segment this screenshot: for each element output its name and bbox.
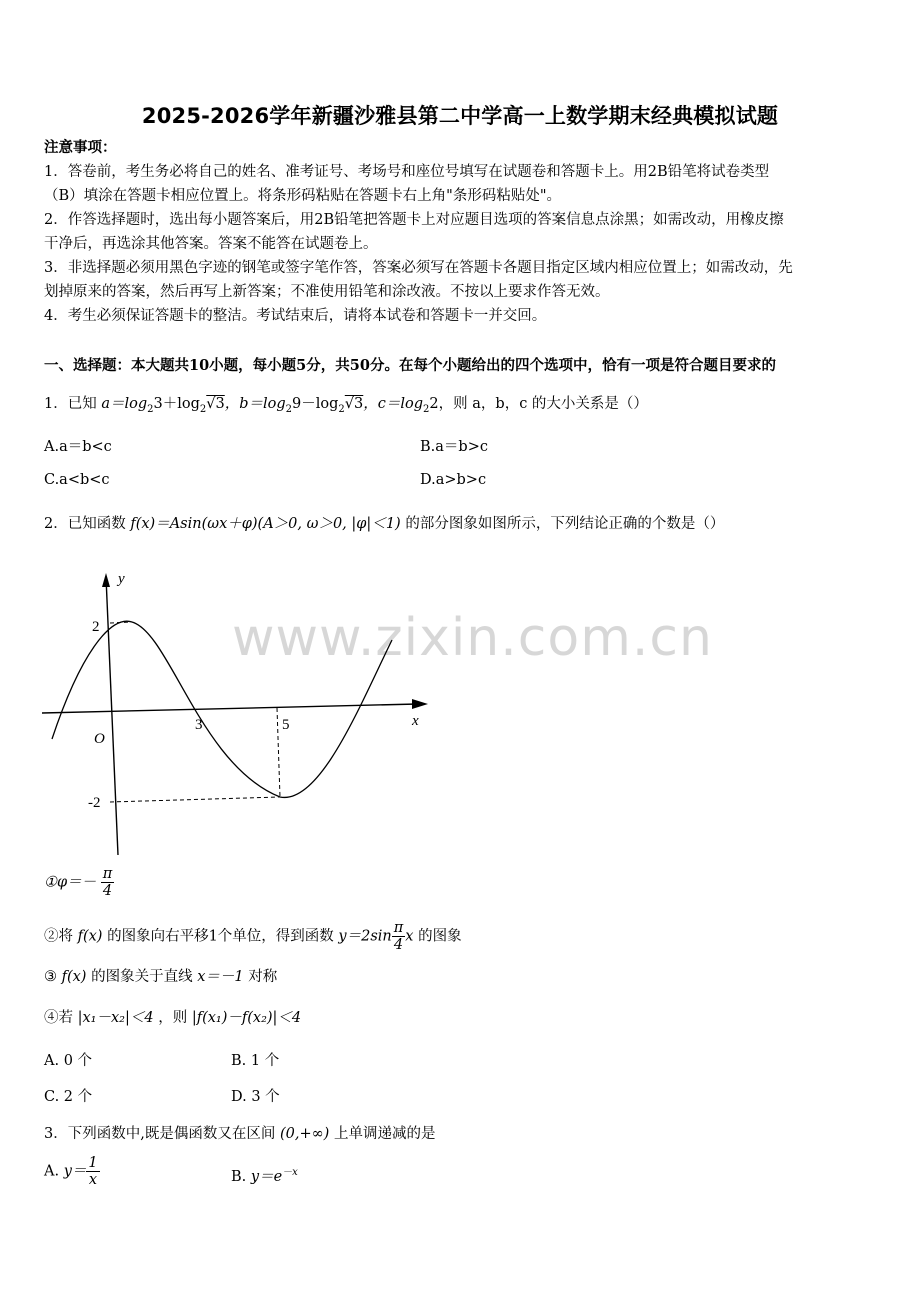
page-title: 2025-2026学年新疆沙雅县第二中学高一上数学期末经典模拟试题: [141, 104, 779, 128]
watermark: www.zixin.com.cn: [232, 608, 713, 668]
x-label: x: [412, 713, 419, 729]
notice-line: 划掉原来的答案，然后再写上新答案；不准使用铅笔和涂改液。不按以上要求作答无效。: [44, 284, 610, 300]
sine-graph: [40, 565, 440, 857]
min-guide: [110, 797, 280, 802]
x-axis-arrow-icon: [412, 699, 428, 709]
origin-label: O: [94, 731, 105, 747]
tick-5-label: 5: [282, 717, 290, 733]
q3-option-b: B. $y=e^{-x}$: [231, 1167, 298, 1185]
question-1: 1．已知 $a=\log_23+\log_2√3$，$b=\log_29-\log_2√3$，$c=\log_22$，则 a，b，c 的大小关系是（）: [44, 396, 648, 415]
tick-3-label: 3: [195, 717, 203, 733]
y-axis: [106, 577, 118, 855]
x-axis: [42, 704, 418, 713]
section-heading: 一、选择题：本大题共10小题，每小题5分，共50分。在每个小题给出的四个选项中，恰有一项是符合题目要求的: [44, 357, 776, 374]
q3-option-a: A. y＝ $\frac{1}{x}$: [44, 1155, 98, 1188]
q2-option-d: D. 3 个: [231, 1089, 280, 1105]
statement-1: ①φ＝－ $\frac{\pi}{4}$: [44, 866, 113, 899]
q2-option-a: A. 0 个: [44, 1053, 93, 1069]
q1-option-b: B.a＝b>c: [420, 439, 488, 455]
tick-2-label: 2: [92, 619, 100, 635]
statement-3: ③ f(x) 的图象关于直线 x＝－1 对称: [44, 969, 278, 985]
q2-option-c: C. 2 个: [44, 1089, 93, 1105]
notice-line: 4．考生必须保证答题卡的整洁。考试结束后，请将本试卷和答题卡一并交回。: [44, 308, 547, 324]
notice-line: 干净后，再选涂其他答案。答案不能答在试题卷上。: [44, 236, 378, 252]
statement-2: ②将 f(x) 的图象向右平移1个单位，得到函数 y＝2sin $\frac{\pi}{4}$ x 的图象: [44, 920, 462, 953]
notice-line: 2．作答选择题时，选出每小题答案后，用2B铅笔把答题卡上对应题目选项的答案信息点涂黑；如需改动，用橡皮擦: [44, 212, 784, 228]
q2-option-b: B. 1 个: [231, 1053, 280, 1069]
question-2: 2．已知函数 f(x)＝Asin(ωx＋φ)(A＞0, ω＞0, |φ|＜1) 的部分图象如图所示，下列结论正确的个数是（）: [44, 516, 725, 532]
q1-option-c: C.a<b<c: [44, 472, 110, 488]
tick-neg2-label: -2: [88, 795, 101, 811]
question-3: 3．下列函数中,既是偶函数又在区间 (0,+∞) 上单调递减的是: [44, 1126, 436, 1142]
notice-heading: 注意事项：: [44, 139, 117, 156]
q1-option-d: D.a>b>c: [420, 472, 487, 488]
statement-4: ④若 |x₁－x₂|＜4 ，则 |f(x₁)－f(x₂)|＜4: [44, 1010, 302, 1026]
notice-line: 3．非选择题必须用黑色字迹的钢笔或签字笔作答，答案必须写在答题卡各题目指定区域内相应位置上；如需改动，先: [44, 260, 793, 276]
notice-line: （B）填涂在答题卡相应位置上。将条形码粘贴在答题卡右上角"条形码粘贴处"。: [44, 188, 561, 204]
y-label: y: [118, 571, 125, 587]
notice-line: 1．答卷前，考生务必将自己的姓名、准考证号、考场号和座位号填写在试题卷和答题卡上。用2B铅笔将试卷类型: [44, 164, 770, 180]
y-axis-arrow-icon: [102, 573, 110, 587]
q1-option-a: A.a＝b<c: [44, 439, 112, 455]
five-guide: [277, 708, 280, 797]
